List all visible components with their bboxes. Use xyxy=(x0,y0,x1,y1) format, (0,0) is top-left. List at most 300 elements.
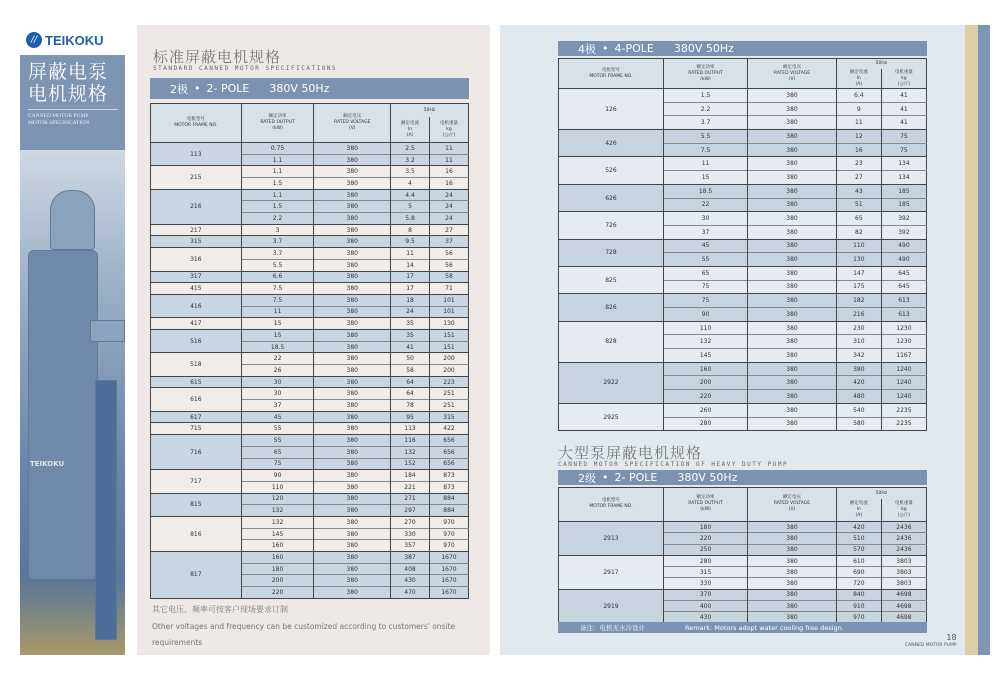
rated-current: 570 xyxy=(836,544,881,555)
weight: 315 xyxy=(430,411,469,423)
header-row xyxy=(559,488,927,500)
col-current-text: (A) xyxy=(855,81,863,87)
brand-name: TEIKOKU xyxy=(45,32,104,48)
rated-voltage: 380 xyxy=(314,271,391,283)
col-weight-text: kg xyxy=(446,126,452,132)
rated-voltage: 380 xyxy=(748,171,837,185)
rated-voltage: 380 xyxy=(314,516,391,528)
rated-output: 37 xyxy=(663,225,747,239)
weight: 656 xyxy=(430,435,469,447)
rated-output: 132 xyxy=(241,505,314,517)
col-frame-text: 电机型号 xyxy=(601,498,620,504)
weight: 101 xyxy=(430,306,469,318)
frame-no: 216 xyxy=(151,189,242,224)
col-output-text: 额定功率 xyxy=(696,495,715,501)
col-voltage-text: (V) xyxy=(788,76,796,82)
col-voltage xyxy=(314,104,391,143)
col-current-text: In xyxy=(856,507,861,513)
col-voltage-text: 额定电压 xyxy=(782,495,801,501)
rated-output: 110 xyxy=(663,321,747,335)
sidebar-subtitle-line1: CANNED MOTOR PUMP xyxy=(28,113,89,119)
rated-output: 65 xyxy=(663,266,747,280)
rated-current: 64 xyxy=(391,388,430,400)
rated-current: 27 xyxy=(836,171,881,185)
rated-current: 14 xyxy=(391,259,430,271)
rated-output: 75 xyxy=(241,458,314,470)
rated-output: 55 xyxy=(241,435,314,447)
col-output-text: RATED OUTPUT xyxy=(260,119,295,125)
rated-voltage: 380 xyxy=(314,178,391,190)
four-pole-bar xyxy=(558,41,927,56)
frame-no: 815 xyxy=(151,493,242,516)
rated-voltage: 380 xyxy=(748,567,837,578)
rated-voltage: 380 xyxy=(748,89,837,103)
note-en: Other voltages and frequency can be customized according to customers' onsite requirements xyxy=(152,622,456,647)
weight: 970 xyxy=(430,540,469,552)
col-frequency xyxy=(391,104,469,118)
rated-voltage: 380 xyxy=(748,601,837,612)
rated-voltage: 380 xyxy=(314,470,391,482)
rated-output: 6.6 xyxy=(241,271,314,283)
rated-output: 5.5 xyxy=(241,259,314,271)
rated-current: 610 xyxy=(836,555,881,566)
frame-no: 716 xyxy=(151,435,242,470)
rated-voltage: 380 xyxy=(748,308,837,322)
page-footer-text: CANNED MOTOR PUMP xyxy=(905,643,957,648)
weight: 27 xyxy=(430,224,469,236)
rated-current: 175 xyxy=(836,280,881,294)
frame-no: 2917 xyxy=(559,555,664,589)
table-row xyxy=(559,184,927,198)
pole-cn: 2极 xyxy=(170,82,188,96)
rated-voltage: 380 xyxy=(314,435,391,447)
table-row xyxy=(559,212,927,226)
col-frame-text: MOTOR FRAME NO. xyxy=(589,73,633,79)
rated-output: 430 xyxy=(663,612,747,623)
page-number-left xyxy=(37,657,89,673)
rated-output: 45 xyxy=(663,239,747,253)
rated-current: 17 xyxy=(391,271,430,283)
table-row xyxy=(151,516,469,528)
frame-no: 526 xyxy=(559,157,664,184)
decor-band-blue xyxy=(978,25,990,655)
pole-en: 2- POLE xyxy=(206,82,250,95)
rated-voltage: 380 xyxy=(748,253,837,267)
pump-frame xyxy=(95,380,117,640)
rated-current: 9 xyxy=(836,102,881,116)
table-row xyxy=(151,423,469,435)
weight: 130 xyxy=(430,318,469,330)
rated-current: 64 xyxy=(391,376,430,388)
rated-current: 270 xyxy=(391,516,430,528)
rated-current: 132 xyxy=(391,446,430,458)
rated-output: 1.1 xyxy=(241,189,314,201)
heavy-section-subtitle: CANNED MOTOR SPECIFICATION OF HEAVY DUTY PUMP xyxy=(558,461,789,468)
weight: 251 xyxy=(430,400,469,412)
rated-output: 330 xyxy=(663,578,747,589)
rated-current: 480 xyxy=(836,390,881,404)
rated-output: 0.75 xyxy=(241,142,314,154)
rated-voltage: 380 xyxy=(314,142,391,154)
rated-current: 24 xyxy=(391,306,430,318)
pole-en: 2- POLE xyxy=(614,471,658,484)
rated-current: 17 xyxy=(391,283,430,295)
col-output-text: 额定功率 xyxy=(696,64,715,70)
pole-cn: 4极 xyxy=(578,42,596,56)
rated-voltage: 380 xyxy=(314,294,391,306)
rated-output: 370 xyxy=(663,589,747,600)
section-title: 标准屏蔽电机规格 xyxy=(153,48,282,66)
weight: 200 xyxy=(430,365,469,377)
frame-no: 2922 xyxy=(559,362,664,403)
col-output-text: RATED OUTPUT xyxy=(688,70,723,76)
decor-band-yellow xyxy=(965,25,978,655)
rated-voltage: 380 xyxy=(748,417,837,431)
table-row xyxy=(151,142,469,154)
weight: 71 xyxy=(430,283,469,295)
sidebar-title xyxy=(28,61,108,105)
rated-output: 280 xyxy=(663,417,747,431)
frame-no: 816 xyxy=(151,516,242,551)
weight: 58 xyxy=(430,271,469,283)
rated-current: 408 xyxy=(391,563,430,575)
weight: 200 xyxy=(430,353,469,365)
pump-flange xyxy=(50,190,95,250)
rated-current: 110 xyxy=(836,239,881,253)
weight: 2436 xyxy=(881,521,926,532)
rated-voltage: 380 xyxy=(314,575,391,587)
weight: 1240 xyxy=(881,376,926,390)
rated-current: 330 xyxy=(391,528,430,540)
rated-current: 147 xyxy=(836,266,881,280)
rated-output: 1.1 xyxy=(241,166,314,178)
table-row xyxy=(151,294,469,306)
rated-voltage: 380 xyxy=(748,294,837,308)
sidebar-panel xyxy=(20,25,125,671)
table-row xyxy=(559,555,927,566)
rated-current: 357 xyxy=(391,540,430,552)
table-row xyxy=(559,403,927,417)
rated-output: 180 xyxy=(663,521,747,532)
weight: 4698 xyxy=(881,589,926,600)
rated-output: 55 xyxy=(241,423,314,435)
page-footer-text: CANNED MOTOR PUMP xyxy=(37,666,89,671)
table-row xyxy=(151,388,469,400)
rated-current: 65 xyxy=(836,212,881,226)
rated-voltage: 380 xyxy=(314,400,391,412)
weight: 970 xyxy=(430,516,469,528)
frame-no: 825 xyxy=(559,266,664,293)
page-number-right xyxy=(905,634,957,650)
rated-current: 970 xyxy=(836,612,881,623)
table-row xyxy=(151,376,469,388)
rated-current: 113 xyxy=(391,423,430,435)
rated-current: 342 xyxy=(836,349,881,363)
rated-voltage: 380 xyxy=(748,521,837,532)
col-weight xyxy=(881,499,926,521)
sidebar-title-line2: 电机规格 xyxy=(28,83,109,105)
rated-current: 184 xyxy=(391,470,430,482)
rated-current: 387 xyxy=(391,552,430,564)
rated-current: 35 xyxy=(391,329,430,341)
frame-no: 617 xyxy=(151,411,242,423)
col-weight xyxy=(430,117,469,142)
weight: 490 xyxy=(881,253,926,267)
rated-current: 5 xyxy=(391,201,430,213)
rated-current: 380 xyxy=(836,362,881,376)
bullet: • xyxy=(194,82,201,95)
col-current-text: (A) xyxy=(855,513,863,519)
col-current-text: 额定电流 xyxy=(401,120,420,126)
rated-current: 130 xyxy=(836,253,881,267)
rated-current: 510 xyxy=(836,533,881,544)
weight: 37 xyxy=(430,236,469,248)
frame-no: 126 xyxy=(559,89,664,130)
weight: 24 xyxy=(430,201,469,213)
col-current xyxy=(836,499,881,521)
header-row xyxy=(151,104,469,118)
rated-output: 3.7 xyxy=(241,236,314,248)
voltage-freq: 380V 50Hz xyxy=(673,42,734,55)
frame-no: 113 xyxy=(151,142,242,165)
table-row xyxy=(151,493,469,505)
remark-bar xyxy=(558,622,927,633)
note-cn: 其它电压、频率可按客户现场要求订制 xyxy=(152,605,288,614)
rated-current: 51 xyxy=(836,198,881,212)
rated-voltage: 380 xyxy=(314,318,391,330)
rated-current: 2.5 xyxy=(391,142,430,154)
weight: 75 xyxy=(881,130,926,144)
rated-current: 18 xyxy=(391,294,430,306)
rated-output: 260 xyxy=(663,403,747,417)
col-voltage-text: RATED VOLTAGE xyxy=(773,70,811,76)
frame-no: 626 xyxy=(559,184,664,211)
weight: 490 xyxy=(881,239,926,253)
rated-voltage: 380 xyxy=(314,563,391,575)
weight: 56 xyxy=(430,259,469,271)
remark-en: Remark: Motors adopt water cooling free design. xyxy=(685,623,844,632)
weight: 613 xyxy=(881,294,926,308)
weight: 613 xyxy=(881,308,926,322)
rated-current: 297 xyxy=(391,505,430,517)
frame-no: 2913 xyxy=(559,521,664,555)
rated-current: 230 xyxy=(836,321,881,335)
col-frame-text: MOTOR FRAME NO. xyxy=(174,122,218,128)
rated-voltage: 380 xyxy=(748,390,837,404)
weight: 392 xyxy=(881,225,926,239)
rated-output: 30 xyxy=(241,376,314,388)
rated-voltage: 380 xyxy=(314,236,391,248)
rated-current: 12 xyxy=(836,130,881,144)
rated-voltage: 380 xyxy=(748,335,837,349)
pump-body xyxy=(28,250,98,580)
rated-current: 11 xyxy=(836,116,881,130)
col-current-text: In xyxy=(856,75,861,81)
rated-voltage: 380 xyxy=(314,505,391,517)
frame-no: 715 xyxy=(151,423,242,435)
weight: 2235 xyxy=(881,403,926,417)
frame-no: 828 xyxy=(559,321,664,362)
bullet: • xyxy=(602,471,609,484)
col-frame-text: 电机型号 xyxy=(186,116,205,122)
weight: 1240 xyxy=(881,362,926,376)
rated-output: 160 xyxy=(663,362,747,376)
table-row xyxy=(559,157,927,171)
col-weight-text: 电机重量 xyxy=(440,120,458,126)
rated-current: 6.4 xyxy=(836,89,881,103)
table-row xyxy=(151,329,469,341)
weight: 970 xyxy=(430,528,469,540)
rated-voltage: 380 xyxy=(748,589,837,600)
frame-no: 817 xyxy=(151,552,242,599)
weight: 884 xyxy=(430,493,469,505)
col-output-text: (kW) xyxy=(700,507,711,513)
heavy-section-title: 大型泵屏蔽电机规格 xyxy=(558,444,703,462)
weight: 4698 xyxy=(881,612,926,623)
rated-output: 15 xyxy=(241,329,314,341)
rated-current: 35 xyxy=(391,318,430,330)
weight: 134 xyxy=(881,157,926,171)
weight: 1230 xyxy=(881,321,926,335)
rated-output: 280 xyxy=(663,555,747,566)
col-weight-text: (公斤) xyxy=(897,513,911,519)
weight: 41 xyxy=(881,116,926,130)
pole-bar xyxy=(150,78,469,99)
sidebar-subtitle-line2: MOTOR SPECIFICATION xyxy=(28,120,90,126)
bullet: • xyxy=(602,42,609,55)
rated-output: 90 xyxy=(663,308,747,322)
weight: 422 xyxy=(430,423,469,435)
rated-output: 132 xyxy=(663,335,747,349)
table-row xyxy=(151,189,469,201)
rated-current: 3.5 xyxy=(391,166,430,178)
rated-output: 11 xyxy=(663,157,747,171)
weight: 4698 xyxy=(881,601,926,612)
rated-output: 220 xyxy=(241,587,314,599)
rated-output: 160 xyxy=(241,552,314,564)
rated-output: 250 xyxy=(663,544,747,555)
frame-no: 2925 xyxy=(559,403,664,430)
rated-voltage: 380 xyxy=(314,388,391,400)
rated-voltage: 380 xyxy=(748,184,837,198)
rated-voltage: 380 xyxy=(314,353,391,365)
rated-current: 221 xyxy=(391,481,430,493)
rated-voltage: 380 xyxy=(314,540,391,552)
rated-current: 50 xyxy=(391,353,430,365)
col-weight-text: kg xyxy=(901,507,907,513)
rated-voltage: 380 xyxy=(748,280,837,294)
rated-current: 152 xyxy=(391,458,430,470)
weight: 392 xyxy=(881,212,926,226)
rated-voltage: 380 xyxy=(748,212,837,226)
frame-no: 415 xyxy=(151,283,242,295)
rated-output: 30 xyxy=(241,388,314,400)
rated-voltage: 380 xyxy=(314,213,391,225)
rated-output: 45 xyxy=(241,411,314,423)
col-output-text: (kW) xyxy=(700,76,711,82)
rated-voltage: 380 xyxy=(314,411,391,423)
heavy-spec-table xyxy=(558,487,927,624)
col-voltage-text: RATED VOLTAGE xyxy=(773,501,811,507)
rated-voltage: 380 xyxy=(314,201,391,213)
col-weight-text: (公斤) xyxy=(442,132,456,138)
table-row xyxy=(559,321,927,335)
rated-voltage: 380 xyxy=(314,481,391,493)
frame-no: 217 xyxy=(151,224,242,236)
col-frequency-text: 50Hz xyxy=(423,107,436,113)
rated-output: 145 xyxy=(241,528,314,540)
weight: 1670 xyxy=(430,552,469,564)
rated-voltage: 380 xyxy=(748,544,837,555)
header-row xyxy=(559,59,927,70)
weight: 3803 xyxy=(881,578,926,589)
pole-en: 4-POLE xyxy=(614,42,654,55)
frame-no: 416 xyxy=(151,294,242,317)
rated-voltage: 380 xyxy=(314,166,391,178)
col-output-text: 额定功率 xyxy=(268,113,287,119)
rated-current: 182 xyxy=(836,294,881,308)
col-weight-text: 电机重量 xyxy=(894,69,913,75)
rated-voltage: 380 xyxy=(748,102,837,116)
col-frame-text: 电机型号 xyxy=(601,67,620,73)
rated-voltage: 380 xyxy=(748,349,837,363)
rated-output: 55 xyxy=(663,253,747,267)
col-frame xyxy=(151,104,242,143)
frame-no: 215 xyxy=(151,166,242,189)
col-weight xyxy=(881,69,926,89)
rated-voltage: 380 xyxy=(748,239,837,253)
rated-output: 400 xyxy=(663,601,747,612)
weight: 2235 xyxy=(881,417,926,431)
weight: 151 xyxy=(430,341,469,353)
table-row xyxy=(151,435,469,447)
rated-output: 22 xyxy=(241,353,314,365)
rated-output: 145 xyxy=(663,349,747,363)
rated-voltage: 380 xyxy=(314,493,391,505)
rated-output: 37 xyxy=(241,400,314,412)
rated-output: 18.5 xyxy=(663,184,747,198)
rated-output: 75 xyxy=(663,280,747,294)
col-frame-text: MOTOR FRAME NO. xyxy=(589,504,633,510)
rated-current: 43 xyxy=(836,184,881,198)
rated-output: 30 xyxy=(663,212,747,226)
col-voltage-text: RATED VOLTAGE xyxy=(334,119,371,125)
rated-voltage: 380 xyxy=(748,321,837,335)
frame-no: 2919 xyxy=(559,589,664,623)
rated-output: 15 xyxy=(663,171,747,185)
weight: 41 xyxy=(881,89,926,103)
table-row xyxy=(151,271,469,283)
col-frequency xyxy=(836,59,926,70)
weight: 56 xyxy=(430,248,469,260)
rated-current: 4 xyxy=(391,178,430,190)
rated-voltage: 380 xyxy=(314,341,391,353)
sidebar-subtitle xyxy=(28,113,89,127)
rated-voltage: 380 xyxy=(314,587,391,599)
weight: 645 xyxy=(881,280,926,294)
rated-current: 95 xyxy=(391,411,430,423)
rated-voltage: 380 xyxy=(314,248,391,260)
rated-output: 22 xyxy=(663,198,747,212)
rated-voltage: 380 xyxy=(314,423,391,435)
rated-voltage: 380 xyxy=(748,555,837,566)
rated-voltage: 380 xyxy=(748,143,837,157)
rated-voltage: 380 xyxy=(314,376,391,388)
section-subtitle: STANDARD CANNED MOTOR SPECIFICATIONS xyxy=(153,65,338,72)
rated-output: 2.2 xyxy=(241,213,314,225)
table-row xyxy=(559,294,927,308)
rated-output: 1.5 xyxy=(663,89,747,103)
